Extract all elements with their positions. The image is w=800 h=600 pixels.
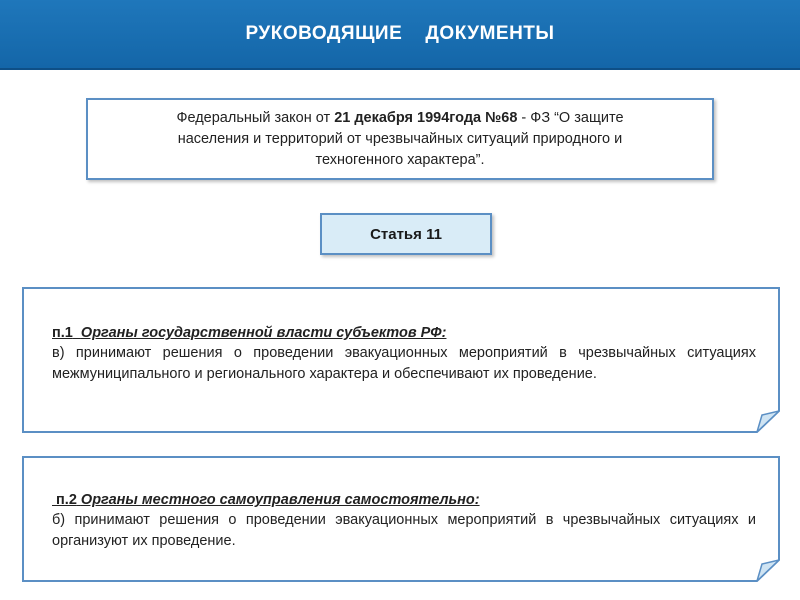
item-number-1: п.1 <box>52 325 73 341</box>
law-prefix: Федеральный закон от <box>176 109 335 126</box>
item-body-2: б) принимают решения о проведении эвакуационных мероприятий в чрезвычайных ситуациях и организуют их проведение. <box>52 512 756 549</box>
item-number-2: п.2 <box>56 492 77 508</box>
note-heading-1 <box>52 323 756 343</box>
note-content-1 <box>52 323 756 385</box>
note-box-2 <box>22 456 780 582</box>
law-line2: населения и территорий от чрезвычайных ситуаций природного и <box>177 130 623 147</box>
law-rest-line1: - ФЗ “О защите <box>517 109 624 126</box>
note-content-2 <box>52 490 756 552</box>
law-line3: техногенного характера”. <box>315 151 485 168</box>
article-label: Статья 11 <box>370 225 442 243</box>
note-box-1 <box>22 287 780 433</box>
item-heading-2: Органы местного самоуправления самостоятельно: <box>80 492 480 508</box>
law-citation-box <box>86 98 714 180</box>
page-title: РУКОВОДЯЩИЕ ДОКУМЕНТЫ <box>245 23 555 44</box>
law-date: 21 декабря 1994года №68 <box>334 109 518 126</box>
title-bar <box>0 0 800 70</box>
item-body-1: в) принимают решения о проведении эвакуационных мероприятий в чрезвычайных ситуациях межмуниципального и регионального характера и обеспечивают их проведение. <box>52 345 756 382</box>
law-citation-text <box>176 108 623 171</box>
article-box <box>320 213 492 255</box>
note-heading-2 <box>52 490 756 510</box>
item-heading-1: Органы государственной власти субъектов РФ: <box>80 325 447 341</box>
